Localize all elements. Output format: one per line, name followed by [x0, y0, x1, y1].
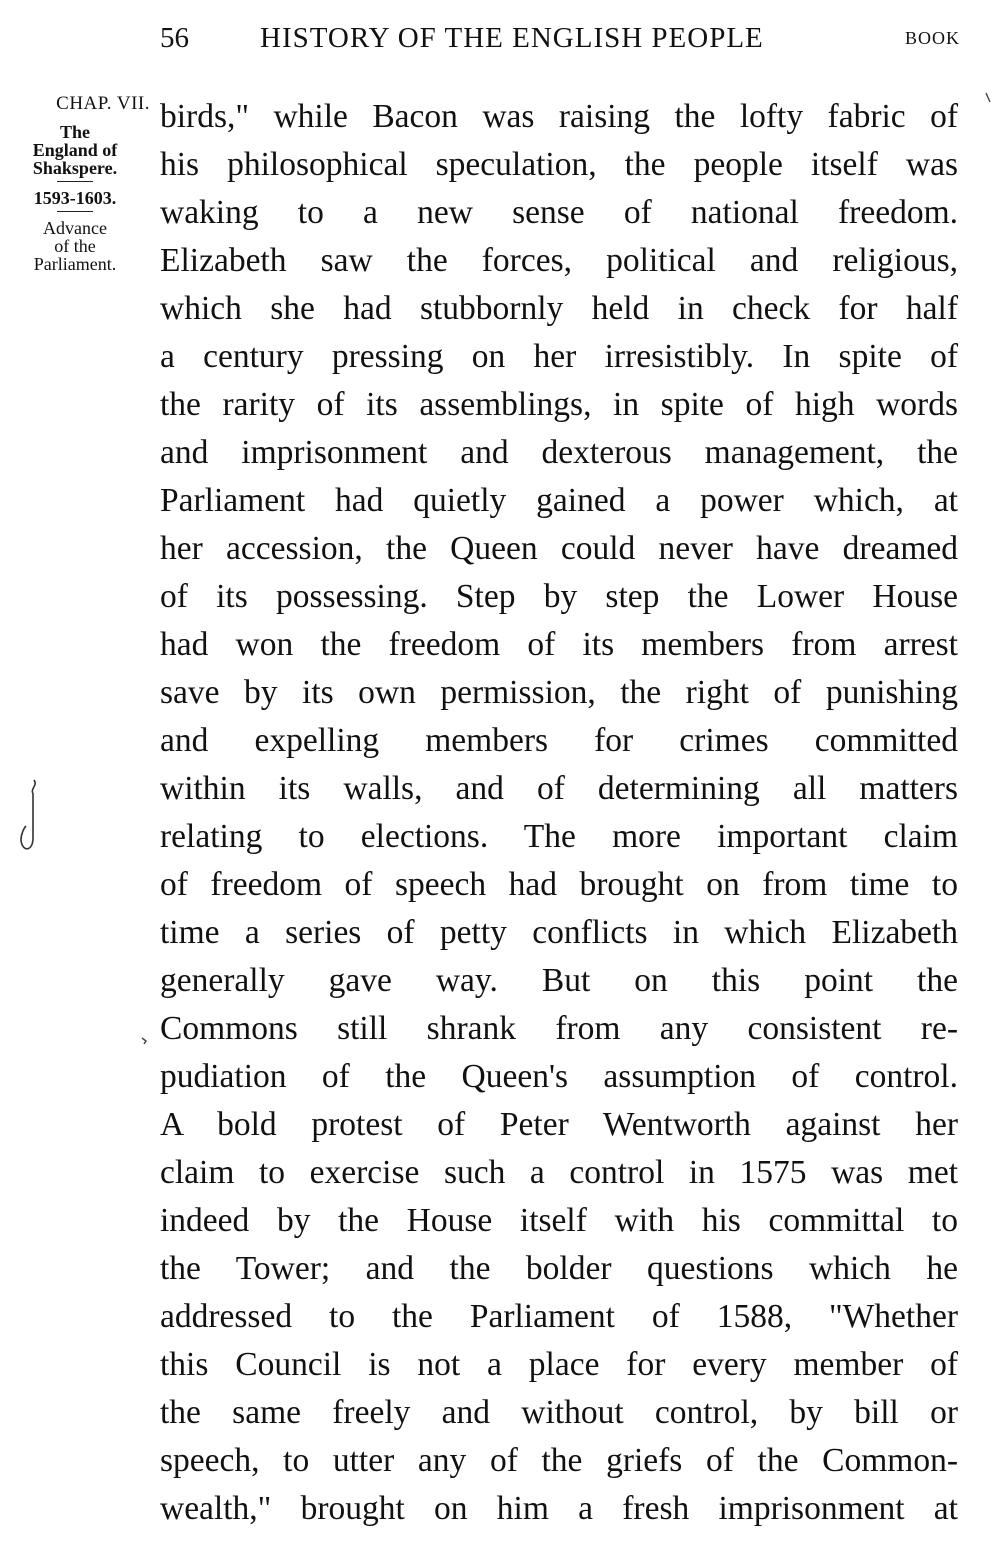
margin-note-line: England of	[32, 140, 118, 160]
text-line: a century pressing on her irresistibly. In spite of	[160, 338, 958, 375]
text-line: this Council is not a place for every member of	[160, 1346, 958, 1383]
margin-note-parliament	[0, 219, 150, 273]
text-line: wealth," brought on him a fresh imprisonment at	[160, 1490, 958, 1527]
text-line: save by its own permission, the right of punishing	[160, 674, 958, 711]
text-line: generally gave way. But on this point the	[160, 962, 958, 999]
text-line: birds," while Bacon was raising the lofty fabric of	[160, 98, 958, 135]
margin-note-line: Parliament.	[33, 254, 117, 274]
text-line: his philosophical speculation, the people itself was	[160, 146, 958, 183]
margin-note-england	[0, 123, 150, 177]
page-number: 56	[160, 22, 189, 54]
body-paragraph	[160, 93, 958, 1533]
margin-note-line: The	[59, 122, 90, 142]
text-line: speech, to utter any of the griefs of the Common-	[160, 1442, 958, 1479]
text-line: A bold protest of Peter Wentworth against her	[160, 1106, 958, 1143]
margin-note-line: Shakspere.	[32, 158, 118, 178]
margin-dates: 1593-1603.	[33, 188, 117, 208]
text-line: of its possessing. Step by step the Lower House	[160, 578, 958, 615]
text-line: the Tower; and the bolder questions which he	[160, 1250, 958, 1287]
text-line: waking to a new sense of national freedom.	[160, 194, 958, 231]
margin-note-line: Advance	[43, 218, 107, 238]
pencil-hook-mark	[18, 778, 44, 858]
marginal-notes	[0, 95, 150, 273]
text-line: the same freely and without control, by bill or	[160, 1394, 958, 1431]
text-line: addressed to the Parliament of 1588, "Whether	[160, 1298, 958, 1335]
text-line: which she had stubbornly held in check for half	[160, 290, 958, 327]
text-line: and expelling members for crimes committed	[160, 722, 958, 759]
chapter-label: CHAP. VII.	[56, 93, 150, 114]
ink-tick-mark	[984, 92, 994, 106]
text-line: Commons still shrank from any consistent re-	[160, 1010, 958, 1047]
margin-rule	[57, 181, 93, 182]
text-line: the rarity of its assemblings, in spite of high words	[160, 386, 958, 423]
text-line: claim to exercise such a control in 1575 was met	[160, 1154, 958, 1191]
text-line: time a series of petty conflicts in which Elizabeth	[160, 914, 958, 951]
text-line: of freedom of speech had brought on from time to	[160, 866, 958, 903]
ink-speck-mark	[140, 1036, 150, 1046]
margin-rule	[57, 211, 93, 212]
text-line: her accession, the Queen could never have dreamed	[160, 530, 958, 567]
text-line: had won the freedom of its members from arrest	[160, 626, 958, 663]
margin-note-line: of the	[54, 236, 96, 256]
text-line: Elizabeth saw the forces, political and religious,	[160, 242, 958, 279]
text-line: and imprisonment and dexterous management, the	[160, 434, 958, 471]
text-line: within its walls, and of determining all matters	[160, 770, 958, 807]
running-header	[160, 22, 960, 62]
running-title: HISTORY OF THE ENGLISH PEOPLE	[260, 22, 764, 54]
text-line: Parliament had quietly gained a power which, at	[160, 482, 958, 519]
book-label: BOOK	[904, 28, 960, 48]
text-line: pudiation of the Queen's assumption of control.	[160, 1058, 958, 1095]
text-line: relating to elections. The more important claim	[160, 818, 958, 855]
text-line: indeed by the House itself with his committal to	[160, 1202, 958, 1239]
